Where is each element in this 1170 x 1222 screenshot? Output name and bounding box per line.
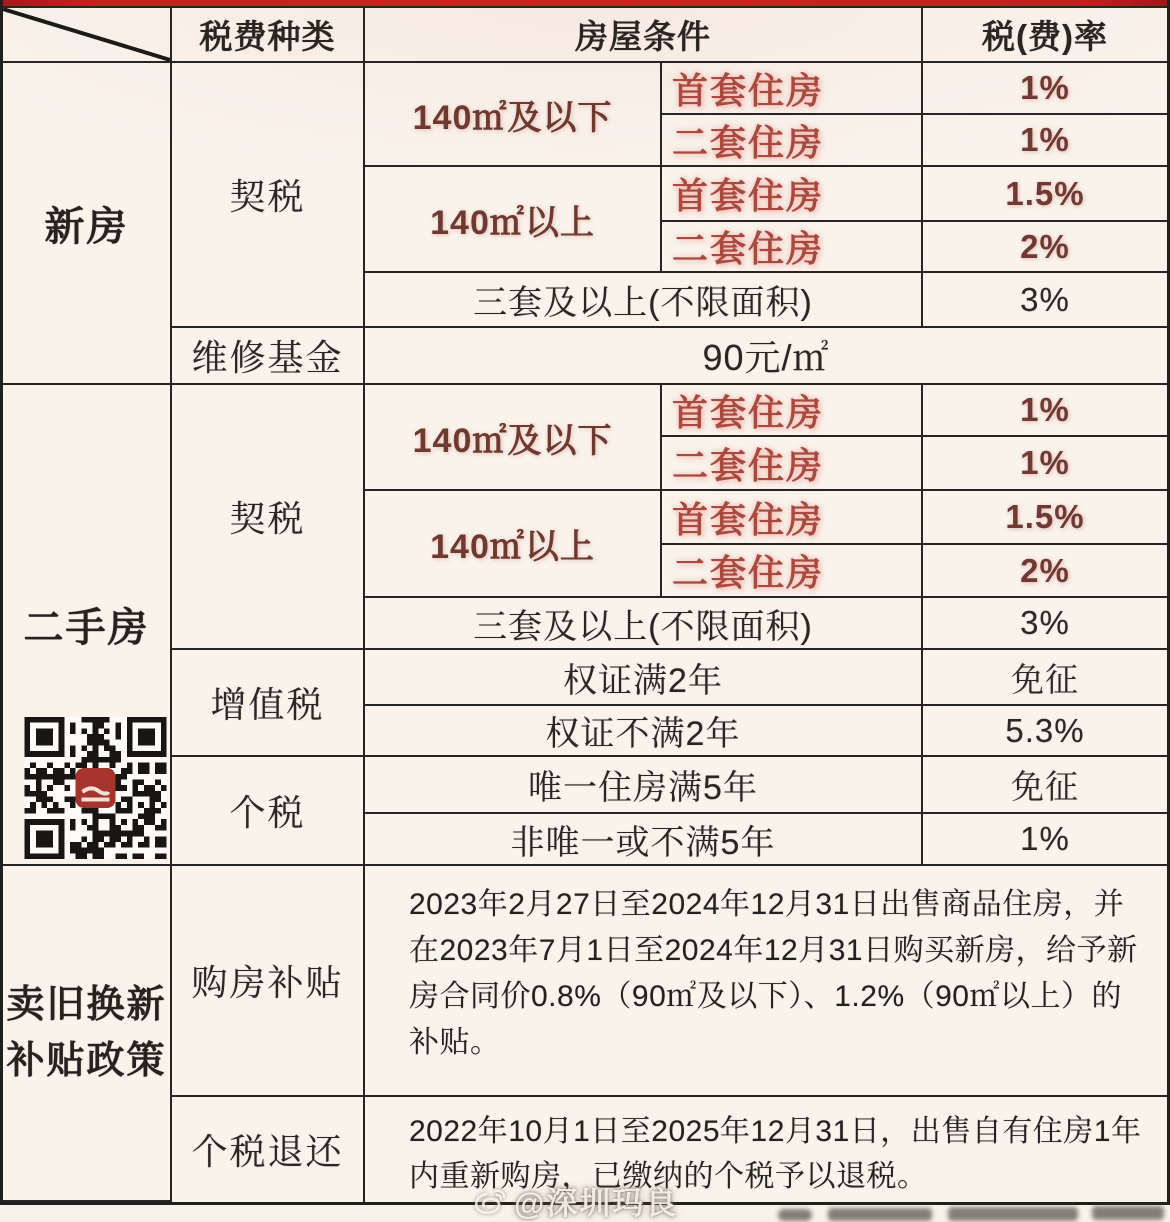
second-hand-deed-tax-label: 契税 [172, 385, 365, 650]
policy-name-line2: 补贴政策 [6, 1040, 167, 1082]
new-house-area-under-140: 140㎡及以下 [365, 63, 662, 167]
section-label-second-hand [3, 385, 172, 866]
corner-cell [3, 8, 172, 63]
header-house-condition: 房屋条件 [365, 8, 923, 63]
maintenance-fund-value: 90元/㎡ [365, 328, 1167, 385]
new-house-area-over-140: 140㎡以上 [365, 167, 662, 273]
vat-ge2y-rate: 免征 [923, 650, 1167, 706]
second-hand-text: 二手房 [23, 606, 150, 650]
vat-label: 增值税 [172, 650, 365, 757]
pit-only5y-label: 唯一住房满5年 [365, 757, 923, 814]
policy-name-line1: 卖旧换新 [6, 984, 167, 1026]
header-tax-type: 税费种类 [172, 8, 365, 63]
qr-code [24, 717, 166, 859]
tax-refund-text: 2022年10月1日至2025年12月31日，出售自有住房1年内重新购房，已缴纳的个税予以退税。 [409, 1115, 1142, 1193]
second-hand-area-over-140: 140㎡以上 [365, 491, 662, 598]
new-house-under-second-rate: 1% [923, 115, 1167, 167]
top-red-bar [3, 0, 1167, 8]
new-house-over-first-rate: 1.5% [923, 167, 1167, 222]
header-rate: 税(费)率 [923, 8, 1167, 63]
vat-lt2y-label: 权证不满2年 [365, 706, 923, 757]
maintenance-fund-label: 维修基金 [172, 328, 365, 385]
new-house-over-second-home-label: 二套住房 [662, 222, 923, 273]
watermark-handle: @深圳玛良 [514, 1186, 679, 1221]
new-house-deed-tax-label: 契税 [172, 63, 365, 328]
second-hand-third-rate: 3% [923, 598, 1167, 650]
second-hand-over-second-home-label: 二套住房 [662, 545, 923, 598]
new-house-third-home-label: 三套及以上(不限面积) [365, 273, 923, 328]
new-house-over-first-home-label: 首套住房 [662, 167, 923, 222]
second-hand-over-second-rate: 2% [923, 545, 1167, 598]
second-hand-third-home-label: 三套及以上(不限面积) [365, 598, 923, 650]
second-hand-under-first-rate: 1% [923, 385, 1167, 437]
diagonal-line [3, 8, 170, 61]
section-label-trade-in-policy [3, 866, 172, 1202]
pit-not5y-label: 非唯一或不满5年 [365, 814, 923, 866]
second-hand-under-second-home-label: 二套住房 [662, 437, 923, 491]
vat-ge2y-label: 权证满2年 [365, 650, 923, 706]
pit-label: 个税 [172, 757, 365, 866]
second-hand-area-under-140: 140㎡及以下 [365, 385, 662, 491]
second-hand-over-first-home-label: 首套住房 [662, 491, 923, 545]
new-house-under-first-rate: 1% [923, 63, 1167, 115]
tax-refund-label: 个税退还 [172, 1097, 365, 1202]
pit-only5y-rate: 免征 [923, 757, 1167, 814]
vat-lt2y-rate: 5.3% [923, 706, 1167, 757]
purchase-subsidy-text: 2023年2月27日至2024年12月31日出售商品住房，并在2023年7月1日至2024年12月31日购买新房，给予新房合同价0.8%（90㎡及以下）、1.2%（90㎡以上）的补贴。 [365, 866, 1167, 1097]
purchase-subsidy-label: 购房补贴 [172, 866, 365, 1097]
new-house-under-second-home-label: 二套住房 [662, 115, 923, 167]
new-house-third-rate: 3% [923, 273, 1167, 328]
second-hand-under-second-rate: 1% [923, 437, 1167, 491]
second-hand-over-first-rate: 1.5% [923, 491, 1167, 545]
new-house-over-second-rate: 2% [923, 222, 1167, 273]
pit-not5y-rate: 1% [923, 814, 1167, 866]
new-house-under-first-home-label: 首套住房 [662, 63, 923, 115]
section-label-new-house: 新房 [3, 63, 172, 385]
second-hand-under-first-home-label: 首套住房 [662, 385, 923, 437]
